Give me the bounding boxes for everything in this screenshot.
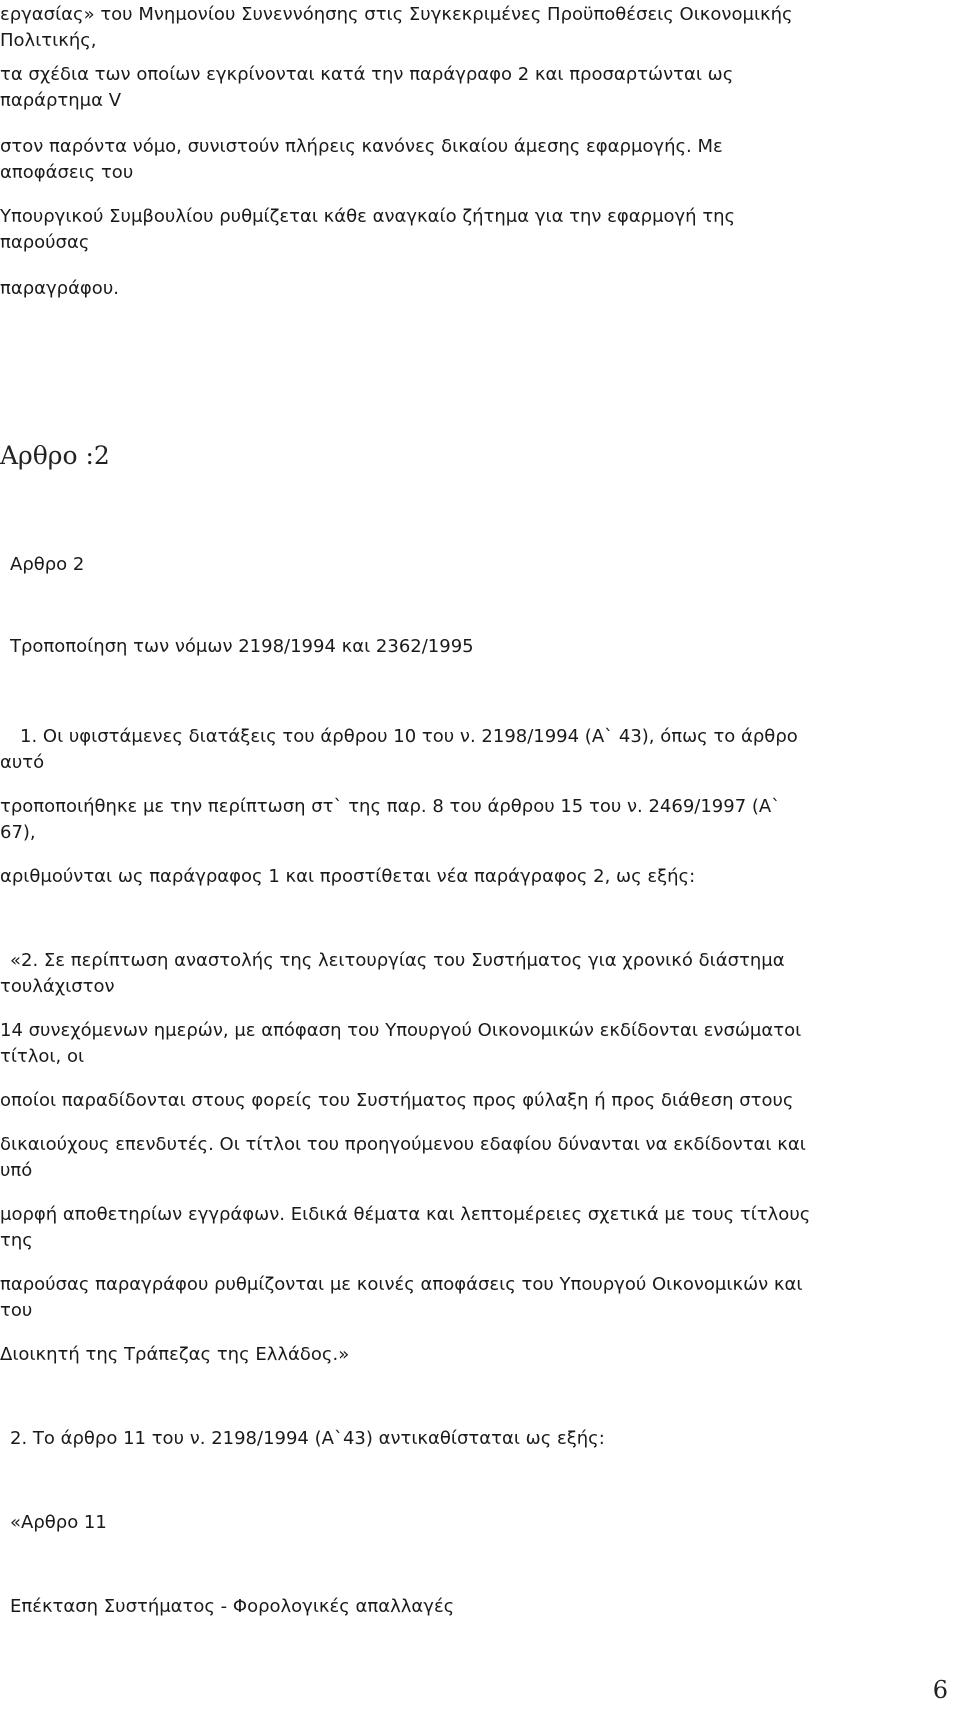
article-heading: Αρθρο :2 xyxy=(0,441,110,470)
quote-line: Διοικητή της Τράπεζας της Ελλάδος.» xyxy=(0,1344,350,1365)
paragraph1-line: αριθμούνται ως παράγραφος 1 και προστίθεται νέα παράγραφος 2, ως εξής: xyxy=(0,866,696,887)
quote-line: τίτλοι, οι xyxy=(0,1046,85,1067)
intro-line: Υπουργικού Συμβουλίου ρυθμίζεται κάθε αναγκαίο ζήτημα για την εφαρμογή της xyxy=(0,206,736,227)
intro-line: τα σχέδια των οποίων εγκρίνονται κατά την παράγραφο 2 και προσαρτώνται ως xyxy=(0,64,734,85)
article-subject: Τροποποίηση των νόμων 2198/1994 και 2362/1995 xyxy=(10,636,474,657)
paragraph1-line: 1. Οι υφιστάμενες διατάξεις του άρθρου 10 του ν. 2198/1994 (Α` 43), όπως το άρθρο xyxy=(20,726,798,747)
quote-line: του xyxy=(0,1300,33,1321)
quote-line: παρούσας παραγράφου ρυθμίζονται με κοινές αποφάσεις του Υπουργού Οικονομικών και xyxy=(0,1274,803,1295)
paragraph1-line: τροποποιήθηκε με την περίπτωση στ` της παρ. 8 του άρθρου 15 του ν. 2469/1997 (Α` xyxy=(0,796,781,817)
paragraph1-line: αυτό xyxy=(0,752,45,773)
quote-line: «2. Σε περίπτωση αναστολής της λειτουργίας του Συστήματος για χρονικό διάστημα xyxy=(10,950,785,971)
quote-line: μορφή αποθετηρίων εγγράφων. Ειδικά θέματα και λεπτομέρειες σχετικά με τους τίτλους xyxy=(0,1204,811,1225)
page-number: 6 xyxy=(932,1676,948,1704)
intro-line: παρούσας xyxy=(0,232,90,253)
quote-line: της xyxy=(0,1230,33,1251)
intro-line: παραγράφου. xyxy=(0,278,119,299)
intro-line: Πολιτικής, xyxy=(0,30,97,51)
intro-line: αποφάσεις του xyxy=(0,162,134,183)
intro-line: παράρτημα V xyxy=(0,90,122,111)
quoted-article-label: «Αρθρο 11 xyxy=(10,1512,107,1533)
article-label: Αρθρο 2 xyxy=(10,554,85,575)
intro-line: εργασίας» του Μνημονίου Συνεννόησης στις Συγκεκριμένες Προϋποθέσεις Οικονομικής xyxy=(0,4,793,25)
quote-line: δικαιούχους επενδυτές. Οι τίτλοι του προηγούμενου εδαφίου δύνανται να εκδίδονται και xyxy=(0,1134,806,1155)
quote-line: οποίοι παραδίδονται στους φορείς του Συστήματος προς φύλαξη ή προς διάθεση στους xyxy=(0,1090,794,1111)
paragraph2: 2. Το άρθρο 11 του ν. 2198/1994 (Α`43) αντικαθίσταται ως εξής: xyxy=(10,1428,605,1449)
paragraph1-line: 67), xyxy=(0,822,36,843)
quote-line: υπό xyxy=(0,1160,33,1181)
intro-line: στον παρόντα νόμο, συνιστούν πλήρεις κανόνες δικαίου άμεσης εφαρμογής. Με xyxy=(0,136,723,157)
quote-line: 14 συνεχόμενων ημερών, με απόφαση του Υπουργού Οικονομικών εκδίδονται ενσώματοι xyxy=(0,1020,802,1041)
quoted-article-title: Επέκταση Συστήματος - Φορολογικές απαλλαγές xyxy=(10,1596,455,1617)
quote-line: τουλάχιστον xyxy=(0,976,115,997)
